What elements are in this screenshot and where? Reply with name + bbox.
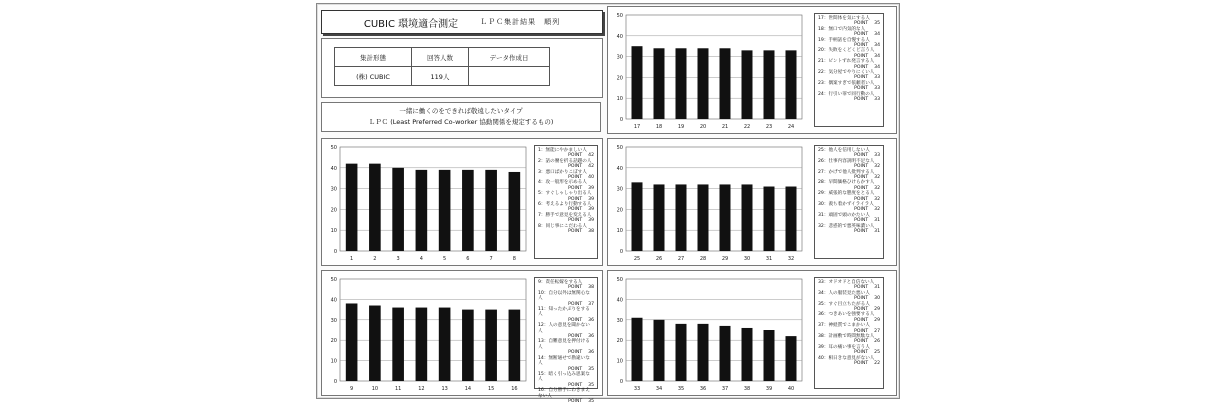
point-value: 36	[588, 334, 594, 340]
y-tick-label: 40	[616, 33, 623, 40]
report-sheet	[316, 3, 900, 404]
y-tick-label: 10	[616, 358, 623, 365]
legend-item-label: 25：他人を信用しない人	[818, 148, 870, 153]
point-value: 38	[588, 285, 594, 291]
bar	[392, 308, 404, 381]
bar	[698, 48, 709, 119]
bar	[369, 164, 381, 251]
point-label: POINT	[854, 43, 869, 49]
summary-box	[321, 38, 603, 98]
legend-item-label: 31：頑固で頭のかたい人	[818, 212, 870, 218]
y-tick-label: 40	[330, 165, 337, 172]
y-tick-label: 0	[619, 249, 623, 255]
y-tick-label: 30	[330, 186, 337, 193]
point-value: 29	[874, 317, 880, 323]
legend-item-label: 23：偶案すぎで依頼者い人	[818, 80, 875, 86]
point-label: POINT	[854, 285, 869, 291]
plot-frame	[340, 147, 526, 251]
x-tick-label: 22	[743, 124, 751, 130]
description-line2: ＬＰＣ (Least Preferred Co-worker 協動関係を規定するもの)	[368, 118, 554, 126]
bar	[654, 320, 665, 381]
point-value: 27	[874, 328, 880, 334]
point-label: POINT	[568, 398, 583, 404]
point-label: POINT	[568, 185, 583, 191]
summary-value-count: 119人	[412, 67, 469, 86]
description-box	[321, 102, 601, 132]
y-tick-label: 30	[616, 317, 623, 324]
point-value: 34	[874, 43, 880, 49]
x-tick-label: 32	[787, 256, 795, 262]
point-label: POINT	[568, 196, 583, 202]
y-tick-label: 30	[330, 317, 337, 324]
point-label: POINT	[568, 164, 583, 170]
point-value: 33	[874, 153, 880, 159]
point-value: 34	[874, 32, 880, 38]
chart-panel-4	[607, 138, 897, 266]
point-value: 34	[874, 64, 880, 70]
bar	[346, 164, 358, 251]
legend-item-label: 35：すぐ目立ちたがる人	[818, 301, 870, 307]
chart-panel-1	[321, 138, 603, 266]
report-title: CUBIC 環境適合測定	[363, 18, 459, 30]
legend-item-label: 5：すぐしゃしゃり出る人	[538, 191, 592, 197]
point-label: POINT	[854, 296, 869, 302]
bar	[764, 330, 775, 381]
point-value: 36	[588, 317, 594, 323]
x-tick-label: 24	[787, 124, 795, 130]
x-tick-label: 16	[511, 386, 518, 392]
y-tick-label: 50	[330, 277, 337, 283]
legend-item-point	[818, 97, 880, 102]
legend-5	[814, 277, 884, 389]
point-value: 38	[588, 229, 594, 235]
point-value: 32	[874, 196, 880, 202]
bar	[439, 308, 451, 381]
legend-item-label: 32：悲惑的で悪英味濃い人	[818, 223, 875, 229]
bar	[439, 170, 451, 251]
x-tick-label: 10	[371, 386, 379, 392]
bar	[786, 187, 797, 251]
bar	[698, 184, 709, 251]
x-tick-label: 35	[677, 386, 685, 392]
point-label: POINT	[854, 53, 869, 59]
y-tick-label: 30	[616, 186, 623, 193]
y-tick-label: 40	[616, 165, 623, 172]
legend-item-label: 38：計画敷で時間無駄な人	[818, 334, 875, 340]
point-label: POINT	[568, 218, 583, 224]
legend-item-label: 6：考えるより行動する人	[538, 202, 592, 208]
x-tick-label: 38	[743, 386, 751, 392]
legend-item-label: 8：同じ事にこだわる人	[538, 223, 587, 229]
x-tick-label: 40	[787, 386, 795, 392]
legend-item-label: 15：暗く引っ込み思案な人	[538, 371, 590, 383]
bar	[786, 336, 797, 381]
point-value: 25	[874, 350, 880, 356]
y-tick-label: 50	[330, 145, 337, 151]
point-value: 33	[874, 86, 880, 92]
point-value: 31	[874, 218, 880, 224]
point-label: POINT	[854, 307, 869, 313]
legend-item-label: 30：羨ち着かずイライラ人	[818, 202, 874, 208]
point-value: 35	[588, 382, 594, 388]
point-value: 40	[588, 175, 594, 181]
legend-1	[534, 145, 598, 259]
bar	[742, 184, 753, 251]
x-tick-label: 14	[464, 386, 472, 392]
point-label: POINT	[854, 21, 869, 27]
y-tick-label: 10	[616, 96, 623, 103]
y-tick-label: 20	[616, 75, 623, 82]
legend-item-label: 1：無能にやかましい人	[538, 148, 587, 153]
bar	[369, 306, 381, 381]
point-label: POINT	[568, 207, 583, 213]
bar	[509, 310, 521, 381]
bar	[786, 50, 797, 119]
x-tick-label: 33	[633, 386, 641, 392]
x-tick-label: 31	[765, 256, 773, 262]
point-value: 42	[588, 164, 594, 170]
point-value: 35	[874, 21, 880, 27]
point-label: POINT	[568, 366, 583, 372]
point-label: POINT	[854, 175, 869, 181]
point-label: POINT	[568, 175, 583, 181]
x-tick-label: 30	[743, 256, 751, 262]
bar	[698, 324, 709, 381]
point-value: 37	[588, 301, 594, 307]
x-tick-label: 6	[466, 256, 470, 262]
y-tick-label: 30	[616, 54, 623, 61]
x-tick-label: 9	[350, 386, 354, 392]
legend-item-label: 20：失敗をくどくど言う人	[818, 48, 875, 54]
x-tick-label: 12	[418, 386, 425, 392]
y-tick-label: 50	[616, 13, 623, 19]
x-tick-label: 28	[699, 256, 707, 262]
point-label: POINT	[568, 350, 583, 356]
legend-item-label: 36：つきあいを強要する人	[818, 312, 875, 318]
point-label: POINT	[568, 285, 583, 291]
point-label: POINT	[854, 339, 869, 345]
bar	[416, 308, 428, 381]
y-tick-label: 10	[330, 228, 337, 235]
y-tick-label: 20	[616, 207, 623, 214]
point-value: 39	[588, 185, 594, 191]
x-tick-label: 34	[655, 386, 663, 392]
legend-item-label: 29：威張的な態度をとる人	[818, 191, 875, 197]
summary-table	[334, 47, 550, 86]
legend-item-label: 26：仕事内容説明不足な人	[818, 158, 875, 164]
y-tick-label: 40	[330, 297, 337, 304]
x-tick-label: 11	[394, 386, 402, 392]
point-label: POINT	[854, 64, 869, 70]
x-tick-label: 3	[396, 256, 400, 262]
y-tick-label: 50	[616, 145, 623, 151]
point-label: POINT	[568, 301, 583, 307]
bar	[485, 310, 497, 381]
legend-item-label: 37：神経質でこまかい人	[818, 323, 870, 329]
bar	[742, 50, 753, 119]
point-value: 22	[874, 361, 880, 367]
legend-item-label: 2：話の腰を折る話題の人	[538, 158, 592, 164]
legend-item-point	[538, 229, 594, 234]
y-tick-label: 0	[619, 117, 623, 123]
point-value: 31	[874, 229, 880, 235]
legend-item-label: 16：自分勝手にわきまえない人	[538, 388, 590, 399]
y-tick-label: 20	[616, 338, 623, 345]
legend-item-label: 28：早間価格ひけらかす人	[818, 180, 875, 186]
y-tick-label: 10	[330, 358, 337, 365]
point-label: POINT	[854, 164, 869, 170]
chart-panel-2	[321, 270, 603, 404]
x-tick-label: 13	[441, 386, 448, 392]
point-label: POINT	[854, 207, 869, 213]
point-label: POINT	[854, 86, 869, 92]
x-tick-label: 20	[699, 124, 707, 130]
report-title-box	[321, 10, 603, 34]
point-label: POINT	[854, 185, 869, 191]
chart-panel-5	[607, 270, 897, 396]
point-label: POINT	[568, 153, 583, 159]
summary-header-date: データ作成日	[469, 48, 550, 67]
bar	[676, 184, 687, 251]
bar	[720, 184, 731, 251]
summary-header-count: 回答人数	[412, 48, 469, 67]
x-tick-label: 23	[765, 124, 773, 130]
legend-item-label: 9：責任転嫁をする人	[538, 280, 583, 285]
x-tick-label: 25	[633, 256, 641, 262]
x-tick-label: 36	[699, 386, 707, 392]
legend-item-point	[818, 229, 880, 234]
x-tick-label: 18	[655, 124, 663, 130]
bar-chart-3	[608, 7, 808, 133]
point-value: 26	[874, 339, 880, 345]
legend-item-label: 7：勝手で意見を変える人	[538, 212, 592, 218]
x-tick-label: 27	[677, 256, 685, 262]
point-label: POINT	[854, 317, 869, 323]
bar	[654, 48, 665, 119]
y-tick-label: 50	[616, 277, 623, 283]
point-label: POINT	[568, 317, 583, 323]
y-tick-label: 0	[619, 379, 623, 385]
bar	[742, 328, 753, 381]
legend-item-label: 33：オドオドと自信ない人	[818, 280, 875, 285]
x-tick-label: 1	[350, 256, 354, 262]
plot-frame	[626, 147, 802, 251]
bar	[764, 187, 775, 251]
x-tick-label: 8	[512, 256, 516, 262]
bar-chart-1	[322, 139, 532, 265]
point-value: 30	[874, 296, 880, 302]
legend-item-label: 17：世間体を気にする人	[818, 16, 870, 21]
bar	[632, 318, 643, 381]
x-tick-label: 26	[655, 256, 663, 262]
legend-item-label: 27：かげで他人批判する人	[818, 169, 875, 175]
point-value: 35	[588, 398, 594, 404]
point-label: POINT	[854, 361, 869, 367]
plot-frame	[340, 279, 526, 381]
bar	[346, 303, 358, 381]
point-value: 39	[588, 218, 594, 224]
bar	[462, 310, 474, 381]
legend-item-label: 39：耳の痛い事を言う人	[818, 344, 870, 350]
point-value: 39	[588, 196, 594, 202]
legend-item-label: 24：行引い罪で同行動の人	[818, 91, 875, 97]
point-label: POINT	[854, 350, 869, 356]
bar-chart-2	[322, 271, 532, 395]
legend-item-label: 19：手柄話を自慢する人	[818, 37, 870, 43]
point-value: 29	[874, 307, 880, 313]
bar	[676, 48, 687, 119]
x-tick-label: 29	[721, 256, 729, 262]
point-value: 31	[874, 285, 880, 291]
point-label: POINT	[854, 97, 869, 103]
bar	[720, 48, 731, 119]
point-value: 33	[874, 75, 880, 81]
point-label: POINT	[854, 153, 869, 159]
legend-item-label: 21：ピントずれ発言する人	[818, 59, 875, 65]
bar	[416, 170, 428, 251]
bar	[392, 168, 404, 251]
bar-chart-4	[608, 139, 808, 265]
point-label: POINT	[568, 334, 583, 340]
legend-item-label: 14：無断通せで勘違いな人	[538, 355, 590, 367]
bar-chart-5	[608, 271, 808, 395]
bar	[509, 172, 521, 251]
point-value: 32	[874, 207, 880, 213]
legend-item-label: 40：相日きな意見がない人	[818, 355, 875, 361]
point-value: 33	[874, 97, 880, 103]
bar	[462, 170, 474, 251]
legend-item-label: 11：知ったかぶりをする人	[538, 307, 590, 318]
point-value: 42	[588, 153, 594, 159]
y-tick-label: 0	[333, 249, 337, 255]
point-label: POINT	[854, 218, 869, 224]
legend-4	[814, 145, 884, 259]
bar	[485, 170, 497, 251]
point-value: 34	[874, 53, 880, 59]
summary-value-type: (株) CUBIC	[335, 67, 412, 86]
legend-3	[814, 13, 884, 127]
point-value: 35	[588, 366, 594, 372]
point-value: 36	[588, 350, 594, 356]
legend-item-label: 4：攻一般形を示める人	[538, 180, 587, 186]
legend-item-label: 18：無口で内気的な人	[818, 26, 866, 32]
x-tick-label: 37	[721, 386, 729, 392]
legend-item-label: 34：人の服装見た悪い人	[818, 290, 870, 296]
bar	[632, 46, 643, 119]
y-tick-label: 0	[333, 379, 337, 385]
y-tick-label: 20	[330, 338, 337, 345]
x-tick-label: 15	[487, 386, 495, 392]
x-tick-label: 21	[721, 124, 729, 130]
plot-frame	[626, 15, 802, 119]
bar	[676, 324, 687, 381]
point-label: POINT	[854, 328, 869, 334]
legend-item-label: 3：悪口ばかりこぼす人	[538, 169, 587, 175]
bar	[632, 182, 643, 251]
bar	[764, 50, 775, 119]
summary-header-type: 集計形態	[335, 48, 412, 67]
report-subtitle: ＬＰＣ集計結果 順列	[480, 18, 561, 26]
bar	[654, 184, 665, 251]
x-tick-label: 17	[633, 124, 641, 130]
y-tick-label: 10	[616, 228, 623, 235]
bar	[720, 326, 731, 381]
point-label: POINT	[854, 229, 869, 235]
point-value: 32	[874, 185, 880, 191]
plot-frame	[626, 279, 802, 381]
description-line1: 一緒に働くのをできれば敬遠したいタイプ	[399, 107, 523, 115]
point-label: POINT	[854, 32, 869, 38]
x-tick-label: 5	[443, 256, 447, 262]
legend-item-label: 10：自分以外は無関心な人	[538, 290, 590, 302]
summary-value-date	[469, 67, 550, 86]
legend-item-label: 12：人の意見を聞かない人	[538, 323, 590, 334]
point-value: 32	[874, 164, 880, 170]
legend-2	[534, 277, 598, 404]
x-tick-label: 2	[373, 256, 377, 262]
point-label: POINT	[854, 75, 869, 81]
point-value: 32	[874, 175, 880, 181]
x-tick-label: 39	[765, 386, 773, 392]
legend-item-label: 22：気分屋でやりにくい人	[818, 70, 875, 76]
y-tick-label: 20	[330, 207, 337, 214]
x-tick-label: 19	[677, 124, 685, 130]
y-tick-label: 40	[616, 297, 623, 304]
chart-panel-3	[607, 6, 897, 134]
legend-item-point	[818, 361, 880, 366]
x-tick-label: 4	[419, 256, 423, 262]
point-value: 39	[588, 207, 594, 213]
legend-item-label: 13：自難意見を押付ける人	[538, 339, 590, 350]
x-tick-label: 7	[489, 256, 493, 262]
point-label: POINT	[568, 382, 583, 388]
point-label: POINT	[854, 196, 869, 202]
point-label: POINT	[568, 229, 583, 235]
